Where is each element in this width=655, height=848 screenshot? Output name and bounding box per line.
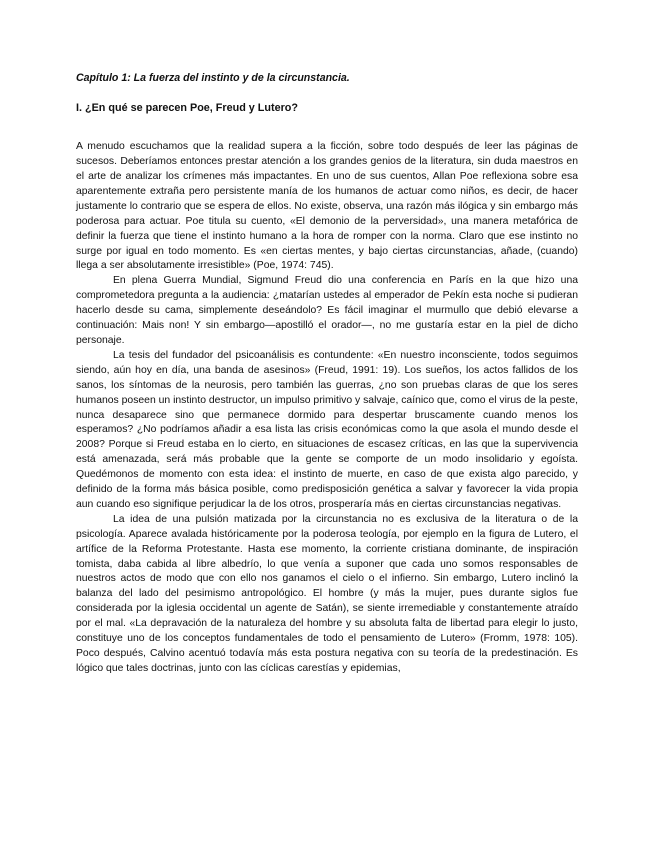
paragraph-freud-conference: En plena Guerra Mundial, Sigmund Freud dio una conferencia en París en la que hizo una comprometedora pregunta a la audiencia: ¿matarían ustedes al emperador de Pekín esta noche si pudieran hacerlo desde su cama, simplemente deseándolo? Es fácil imaginar el murmullo que debió elevarse a continuación: Mais non! Y sin embargo—apostilló el orador—, no me gustaría estar en la piel de dicho personaje.: [76, 275, 578, 346]
paragraph-poe: A menudo escuchamos que la realidad supera a la ficción, sobre todo después de leer las páginas de sucesos. Deberíamos entonces prestar atención a los grandes genios de la literatura, sin duda maestros en el arte de analizar los crímenes más impactantes. En uno de sus cuentos, Allan Poe reflexiona sobre esa aparentemente extraña pero persistente manía de los humanos de actuar como niños, es decir, de hacer justamente lo contrario que se espera de ellos. No existe, observa, una razón más ilógica y sin embargo más poderosa para actuar. Poe titula su cuento, «El demonio de la perversidad», una manera metafórica de definir la fuerza que tiene el instinto humano a la hora de romper con la norma. Claro que ese instinto no surge por igual en todo momento. Es «en ciertas mentes, y bajo ciertas circunstancias, añade, (cuando) llega a ser absolutamente irresistible» (Poe, 1974: 745).: [76, 141, 578, 272]
section-title: I. ¿En qué se parecen Poe, Freud y Lutero?: [76, 101, 298, 114]
paragraph-lutero: La idea de una pulsión matizada por la circunstancia no es exclusiva de la literatura o de la psicología. Aparece avalada históricamente por la poderosa teología, por ejemplo en la figura de Lutero, el artífice de la Reforma Protestante. Hasta ese momento, la corriente cristiana dominante, de inspiración tomista, daba cabida al libre albedrío, lo que venía a suponer que cada uno somos responsables de nuestros actos de modo que con ello nos ganamos el cielo o el infierno. Sin embargo, Lutero inclinó la balanza del lado del pesimismo antropológico. El hombre (y más la mujer, pues durante siglos fue considerada por la iglesia occidental un agente de Satán), se siente irremediable y constantemente atraído por el mal. «La depravación de la naturaleza del hombre y su absoluta falta de libertad para elegir lo justo, constituye uno de los conceptos fundamentales de todo el pensamiento de Lutero» (Fromm, 1978: 105). Poco después, Calvino acentuó todavía más esta postura negativa con su teoría de la predestinación. Es lógico que tales doctrinas, junto con las cíclicas carestías y epidemias,: [76, 513, 578, 674]
chapter-title: Capítulo 1: La fuerza del instinto y de la circunstancia.: [76, 72, 350, 84]
paragraph-freud-thesis: La tesis del fundador del psicoanálisis es contundente: «En nuestro inconsciente, todos seguimos siendo, aún hoy en día, una banda de asesinos» (Freud, 1991: 19). Los sueños, los actos fallidos de los sanos, los síntomas de la neurosis, pero también las guerras, ¿no son pruebas claras de que los seres humanos poseen un instinto destructor, un impulso primitivo y salvaje, caínico que, como el virus de la peste, nunca desaparece sino que permanece dormido para despertar bruscamente cuando menos los esperamos? ¿No podríamos añadir a esa lista las crisis económicas como la que asola el mundo desde el 2008? Porque si Freud estaba en lo cierto, en situaciones de escasez críticas, en las que la supervivencia está amenazada, será más probable que la gente se comporte de un modo insolidario y egoísta. Quedémonos de momento con esta idea: el instinto de muerte, en caso de que exista algo parecido, y definido de la forma más básica posible, como predisposición genética a salvar y favorecer la vida propia aun cuando eso signifique perjudicar la de los otros, prosperaría más en ciertas circunstancias negativas.: [76, 349, 578, 510]
document-body: [76, 71, 578, 677]
